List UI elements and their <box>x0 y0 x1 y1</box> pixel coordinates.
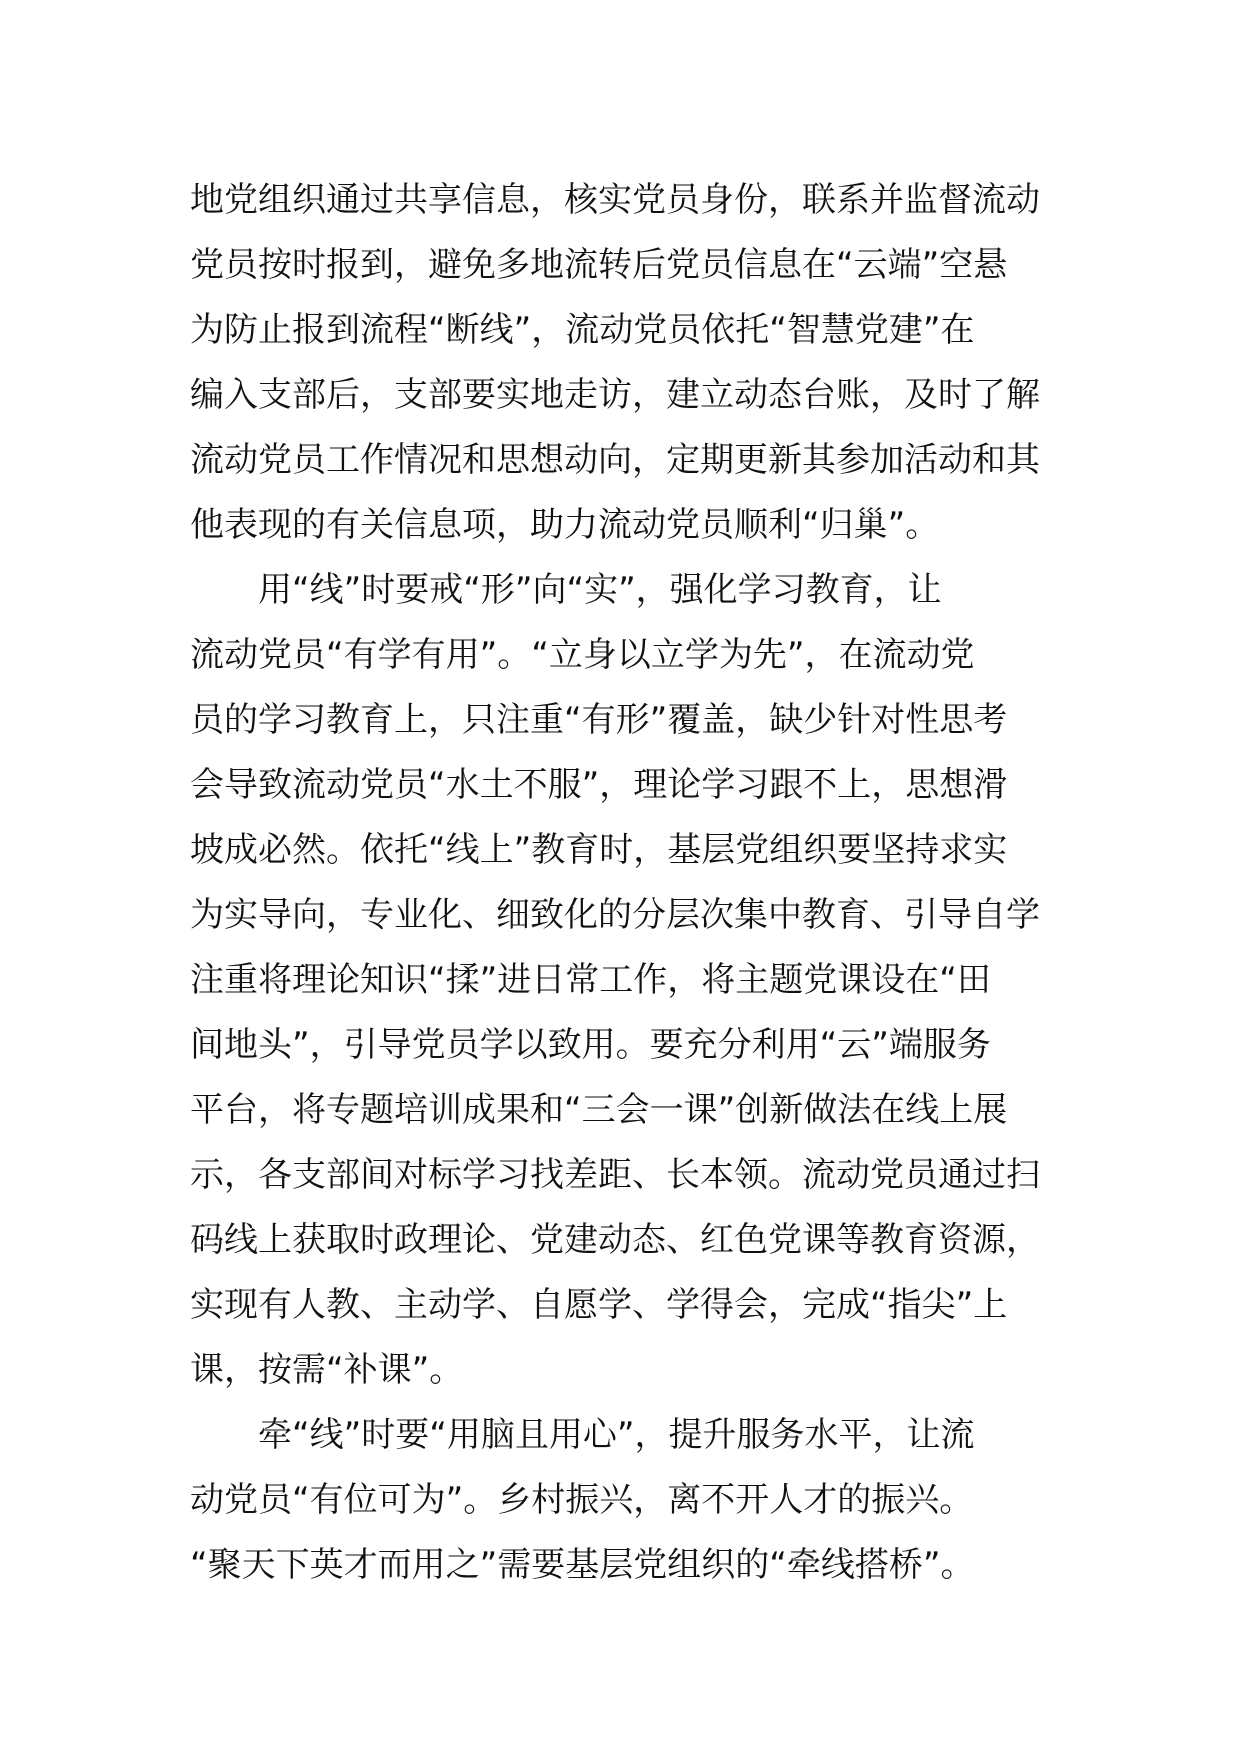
text-line: 员的学习教育上，只注重“有形”覆盖，缺少针对性思考 <box>190 700 1008 740</box>
text-line: 编入支部后，支部要实地走访，建立动态台账，及时了解 <box>190 375 1040 415</box>
text-line: 用“线”时要戒“形”向“实”，强化学习教育，让 <box>258 570 942 610</box>
text-line: 实现有人教、主动学、自愿学、学得会，完成“指尖”上 <box>190 1285 1008 1325</box>
paragraph-3 <box>190 1403 1060 1598</box>
paragraph-1 <box>190 168 1060 558</box>
text-line: 牵“线”时要“用脑且用心”，提升服务水平，让流 <box>258 1415 975 1455</box>
text-line: 注重将理论知识“揉”进日常工作，将主题党课设在“田 <box>190 960 991 1000</box>
text-line: 示，各支部间对标学习找差距、长本领。流动党员通过扫 <box>190 1155 1040 1195</box>
text-line: 流动党员工作情况和思想动向，定期更新其参加活动和其 <box>190 440 1040 480</box>
text-line: 党员按时报到，避免多地流转后党员信息在“云端”空悬 <box>190 245 1008 285</box>
text-line: 课，按需“补课”。 <box>190 1350 464 1390</box>
text-line: 平台，将专题培训成果和“三会一课”创新做法在线上展 <box>190 1090 1008 1130</box>
document-body <box>190 168 1060 1598</box>
paragraph-2 <box>190 558 1060 1403</box>
text-line: 流动党员“有学有用”。“立身以立学为先”，在流动党 <box>190 635 975 675</box>
text-line: 地党组织通过共享信息，核实党员身份，联系并监督流动 <box>190 180 1040 220</box>
text-line: 坡成必然。依托“线上”教育时，基层党组织要坚持求实 <box>190 830 1008 870</box>
text-line: 间地头”，引导党员学以致用。要充分利用“云”端服务 <box>190 1025 991 1065</box>
text-line: 他表现的有关信息项，助力流动党员顺利“归巢”。 <box>190 505 940 545</box>
text-line: 为实导向，专业化、细致化的分层次集中教育、引导自学 <box>190 895 1040 935</box>
text-line: 码线上获取时政理论、党建动态、红色党课等教育资源， <box>190 1220 1040 1260</box>
text-line: “聚天下英才而用之”需要基层党组织的“牵线搭桥”。 <box>190 1545 975 1585</box>
text-line: 动党员“有位可为”。乡村振兴，离不开人才的振兴。 <box>190 1480 974 1520</box>
text-line: 会导致流动党员“水土不服”，理论学习跟不上，思想滑 <box>190 765 1008 805</box>
text-line: 为防止报到流程“断线”，流动党员依托“智慧党建”在 <box>190 310 975 350</box>
